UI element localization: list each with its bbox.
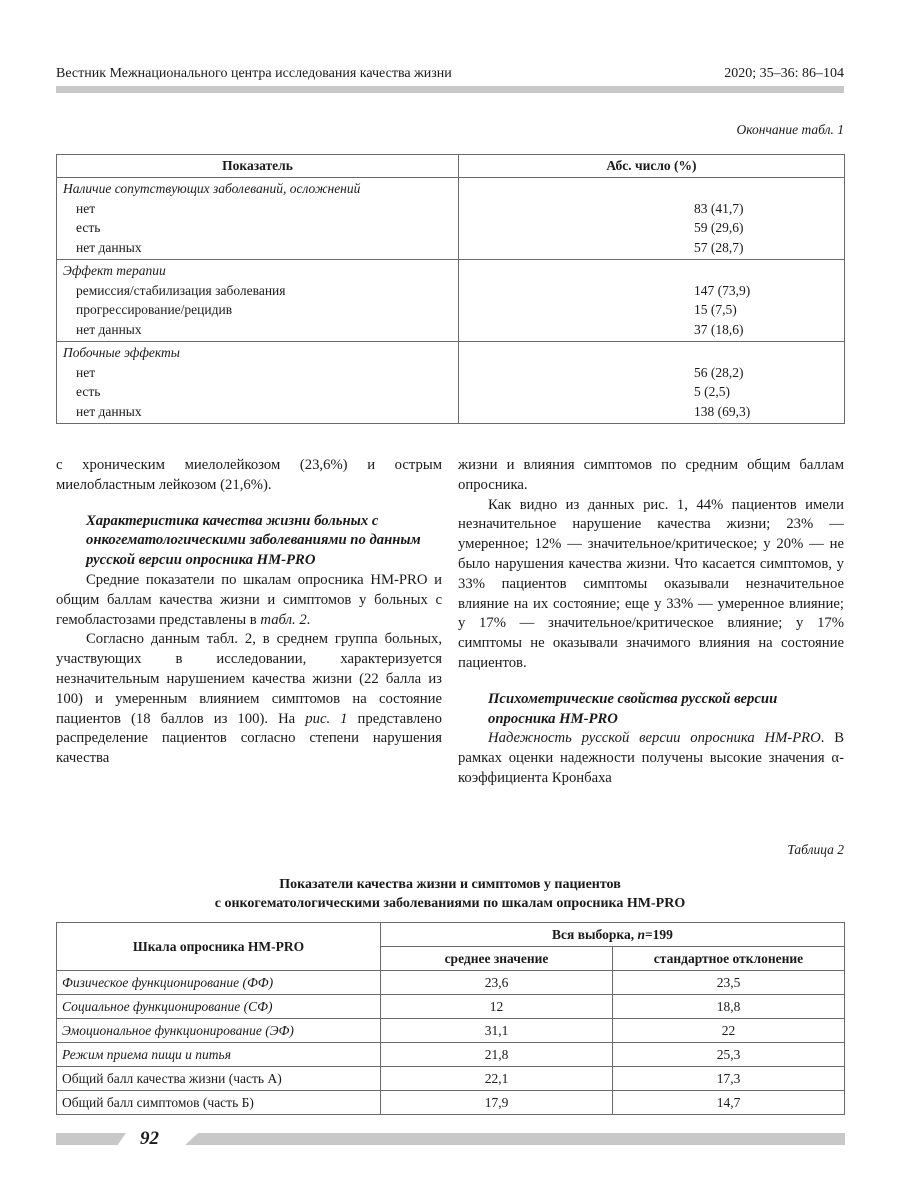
table-row bbox=[57, 971, 845, 995]
paragraph: Надежность русской версии опросника HM-PRO. В рамках оценки надежности получены высокие значения α-коэффициента Кронбаха bbox=[458, 730, 844, 786]
table1-group-title: Эффект терапии bbox=[63, 263, 166, 278]
table1-group-labels bbox=[57, 260, 459, 342]
table1-row-label: есть bbox=[76, 384, 101, 399]
page-number: 92 bbox=[140, 1128, 159, 1149]
table2-mean-cell: 17,9 bbox=[381, 1091, 613, 1115]
table1-group-values bbox=[459, 178, 845, 260]
table-row bbox=[57, 1091, 845, 1115]
issue-info: 2020; 35–36: 86–104 bbox=[724, 66, 844, 81]
table2-sd-cell: 25,3 bbox=[613, 1043, 845, 1067]
table1-col-count: Абс. число (%) bbox=[459, 155, 845, 178]
table1-group-labels bbox=[57, 342, 459, 424]
table2-mean-cell: 22,1 bbox=[381, 1067, 613, 1091]
table2-sd-cell: 23,5 bbox=[613, 971, 845, 995]
table1-group bbox=[57, 178, 845, 260]
table1-row-value: 56 (28,2) bbox=[694, 364, 744, 380]
table1-group bbox=[57, 260, 845, 342]
table-reference-link: табл. 2 bbox=[260, 611, 307, 628]
table1-row-value: 15 (7,5) bbox=[694, 302, 737, 317]
table-row bbox=[57, 995, 845, 1019]
table1-group-values bbox=[459, 342, 845, 424]
table2-scale-cell: Общий балл симптомов (часть Б) bbox=[57, 1091, 381, 1115]
paragraph: жизни и влияния симптомов по средним общим баллам опросника. bbox=[458, 457, 844, 493]
table2-col-mean: среднее значение bbox=[381, 947, 613, 971]
table1-row-label: нет данных bbox=[76, 403, 142, 419]
table1 bbox=[56, 154, 845, 424]
figure-reference-link: рис. 1 bbox=[305, 710, 348, 727]
header-divider-bar bbox=[56, 86, 844, 93]
table1-caption: Окончание табл. 1 bbox=[736, 122, 844, 137]
table2-scale-cell: Эмоциональное функционирование (ЭФ) bbox=[57, 1019, 381, 1043]
table2-col-sample: Вся выборка, n=199 bbox=[381, 923, 845, 947]
table1-row-label: нет данных bbox=[76, 321, 142, 337]
right-text-column bbox=[458, 456, 844, 789]
table-row bbox=[57, 1067, 845, 1091]
table1-group bbox=[57, 342, 845, 424]
table1-row-value: 83 (41,7) bbox=[694, 200, 744, 216]
table2 bbox=[56, 922, 845, 1115]
table1-row-value: 147 (73,9) bbox=[694, 282, 751, 298]
journal-title: Вестник Межнационального центра исследования качества жизни bbox=[56, 66, 452, 81]
table2-mean-cell: 12 bbox=[381, 995, 613, 1019]
table1-row-label: нет данных bbox=[76, 239, 142, 255]
table1-group-title: Наличие сопутствующих заболеваний, осложнений bbox=[63, 181, 361, 196]
table1-group-values bbox=[459, 260, 845, 342]
table1-row-label: есть bbox=[76, 220, 101, 235]
table2-sd-cell: 14,7 bbox=[613, 1091, 845, 1115]
table-row bbox=[57, 1043, 845, 1067]
table1-row-label: нет bbox=[76, 200, 96, 216]
table2-sd-cell: 22 bbox=[613, 1019, 845, 1043]
table2-sd-cell: 17,3 bbox=[613, 1067, 845, 1091]
table2-title: Показатели качества жизни и симптомов у пациентов с онкогематологическими заболеваниями по шкалам опросника HM-PRO bbox=[214, 877, 686, 911]
table1-row-value: 57 (28,7) bbox=[694, 239, 744, 255]
paragraph: Согласно данным табл. 2, в среднем группа больных, участвующих в исследовании, характеризуется незначительным нарушением качества жизни (22 балла из 100) и умеренным влиянием симптомов на состояние пациентов (18 баллов из 100). На рис. 1 представлено распределение пациентов согласно степени нарушения качества bbox=[56, 631, 442, 767]
table2-label: Таблица 2 bbox=[787, 842, 844, 857]
table2-scale-cell: Социальное функционирование (СФ) bbox=[57, 995, 381, 1019]
table1-row-label: ремиссия/стабилизация заболевания bbox=[76, 282, 286, 298]
table2-header-row bbox=[57, 923, 845, 947]
table1-group-labels bbox=[57, 178, 459, 260]
table2-scale-cell: Общий балл качества жизни (часть А) bbox=[57, 1067, 381, 1091]
footer-bar-right bbox=[185, 1133, 845, 1145]
table1-row-value: 59 (29,6) bbox=[694, 220, 744, 235]
table-row bbox=[57, 1019, 845, 1043]
table1-row-label: нет bbox=[76, 364, 96, 380]
table1-group-title: Побочные эффекты bbox=[63, 345, 180, 360]
table1-row-value: 37 (18,6) bbox=[694, 321, 744, 337]
table1-row-label: прогрессирование/рецидив bbox=[76, 302, 233, 317]
table1-row-value: 5 (2,5) bbox=[694, 384, 730, 399]
table2-col-sd: стандартное отклонение bbox=[613, 947, 845, 971]
section-heading: Психометрические свойства русской версии опросника HM-PRO bbox=[488, 690, 778, 727]
table2-mean-cell: 31,1 bbox=[381, 1019, 613, 1043]
table2-scale-cell: Режим приема пищи и питья bbox=[57, 1043, 381, 1067]
page-header bbox=[56, 66, 844, 86]
paragraph: с хроническим миелолейкозом (23,6%) и острым миелобластным лейкозом (21,6%). bbox=[56, 457, 442, 493]
table2-scale-cell: Физическое функционирование (ФФ) bbox=[57, 971, 381, 995]
footer-bar-left bbox=[56, 1133, 126, 1145]
paragraph: Как видно из данных рис. 1, 44% пациентов имели незначительное нарушение качества жизни; 23% — умеренное; 12% — значительное/критическое; у 20% — не было нарушения качества жизни. Что касается симптомов, у 33% пациентов симптомы оказывали незначительное влияние на их состояние; еще у 33% — умеренное влияние; у 17% — значительное/критическое влияние; у 17% симптомы не оказывали значимого влияния на состояние пациентов. bbox=[458, 496, 844, 671]
table2-col-scale: Шкала опросника HM-PRO bbox=[57, 923, 381, 971]
table2-sd-cell: 18,8 bbox=[613, 995, 845, 1019]
table2-mean-cell: 21,8 bbox=[381, 1043, 613, 1067]
left-text-column bbox=[56, 456, 442, 769]
subsection-lead: Надежность русской версии опросника HM-PRO bbox=[488, 730, 821, 747]
table1-col-indicator: Показатель bbox=[57, 155, 459, 178]
table2-mean-cell: 23,6 bbox=[381, 971, 613, 995]
paragraph: Средние показатели по шкалам опросника HM-PRO и общим баллам качества жизни и симптомов у больных с гемобластозами представлены в табл. 2. bbox=[56, 571, 442, 628]
section-heading: Характеристика качества жизни больных с онкогематологическими заболеваниями по данным русской версии опросника HM-PRO bbox=[86, 512, 421, 569]
table1-header-row bbox=[57, 155, 845, 178]
table1-row-value: 138 (69,3) bbox=[694, 403, 751, 419]
